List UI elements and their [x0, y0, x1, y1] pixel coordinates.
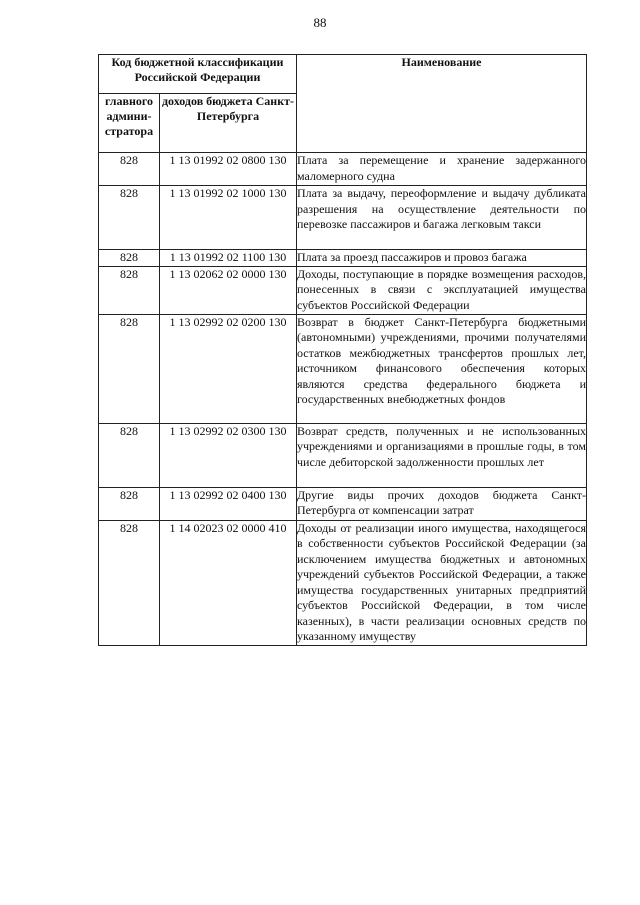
table-row [99, 250, 587, 267]
revenue-code-cell: 1 14 02023 02 0000 410 [160, 520, 297, 645]
table-row [99, 186, 587, 250]
table-header [99, 55, 587, 153]
revenue-code-cell: 1 13 02062 02 0000 130 [160, 266, 297, 314]
revenue-code-cell: 1 13 01992 02 0800 130 [160, 153, 297, 186]
table-row [99, 266, 587, 314]
admin-code-cell: 828 [99, 314, 160, 423]
table-row [99, 314, 587, 423]
table-row [99, 423, 587, 487]
revenue-name-cell: Доходы от реализации иного имущества, находящегося в собственности субъектов Российской Федерации (за исключением имущества бюджетных и автономных учреждений субъектов Российской Федерации, а также имущества государственных унитарных предприятий субъектов Российской Федерации, в том числе казенных), в части реализации основных средств по указанному имуществу [297, 520, 586, 643]
admin-code-cell: 828 [99, 423, 160, 487]
revenue-name-cell: Доходы, поступающие в порядке возмещения расходов, понесенных в связи с эксплуатацией имущества субъектов Российской Федерации [297, 266, 587, 314]
header-name: Наименование [297, 55, 587, 153]
revenue-code-cell: 1 13 01992 02 1100 130 [160, 250, 297, 267]
revenue-name-cell: Плата за выдачу, переоформление и выдачу дубликата разрешения на осуществление деятельности по перевозке пассажиров и багажа легковым такси [297, 186, 587, 250]
table-row [99, 153, 587, 186]
admin-code-cell: 828 [99, 487, 160, 520]
admin-code-cell: 828 [99, 520, 160, 645]
admin-code-cell: 828 [99, 266, 160, 314]
revenue-code-cell: 1 13 01992 02 1000 130 [160, 186, 297, 250]
admin-code-cell: 828 [99, 250, 160, 267]
revenue-name-cell: Возврат в бюджет Санкт-Петербурга бюджетными (автономными) учреждениями, прочими получателями остатков межбюджетных трансфертов прошлых лет, источником финансового обеспечения которых являются средства федерального бюджета и государственных внебюджетных фондов [297, 314, 587, 423]
table-row [99, 487, 587, 520]
header-revenue-code: доходов бюджета Санкт-Петербурга [160, 94, 297, 153]
revenue-name-cell: Плата за перемещение и хранение задержанного маломерного судна [297, 153, 587, 186]
revenue-name-cell: Другие виды прочих доходов бюджета Санкт-Петербурга от компенсации затрат [297, 487, 587, 520]
header-classification-code: Код бюджетной классификации Российской Федерации [99, 55, 297, 94]
header-main-administrator: главного админи-стратора [99, 94, 160, 153]
budget-classification-table [98, 54, 587, 646]
admin-code-cell: 828 [99, 153, 160, 186]
table-row [99, 520, 587, 645]
revenue-code-cell: 1 13 02992 02 0200 130 [160, 314, 297, 423]
admin-code-cell: 828 [99, 186, 160, 250]
revenue-name-cell: Плата за проезд пассажиров и провоз багажа [297, 250, 587, 267]
revenue-code-cell: 1 13 02992 02 0400 130 [160, 487, 297, 520]
table-body [99, 153, 587, 646]
revenue-code-cell: 1 13 02992 02 0300 130 [160, 423, 297, 487]
revenue-name-cell: Возврат средств, полученных и не использованных учреждениями и организациями в прошлые годы, в том числе дебиторской задолженности прошлых лет [297, 423, 587, 487]
page-number: 88 [313, 15, 327, 30]
